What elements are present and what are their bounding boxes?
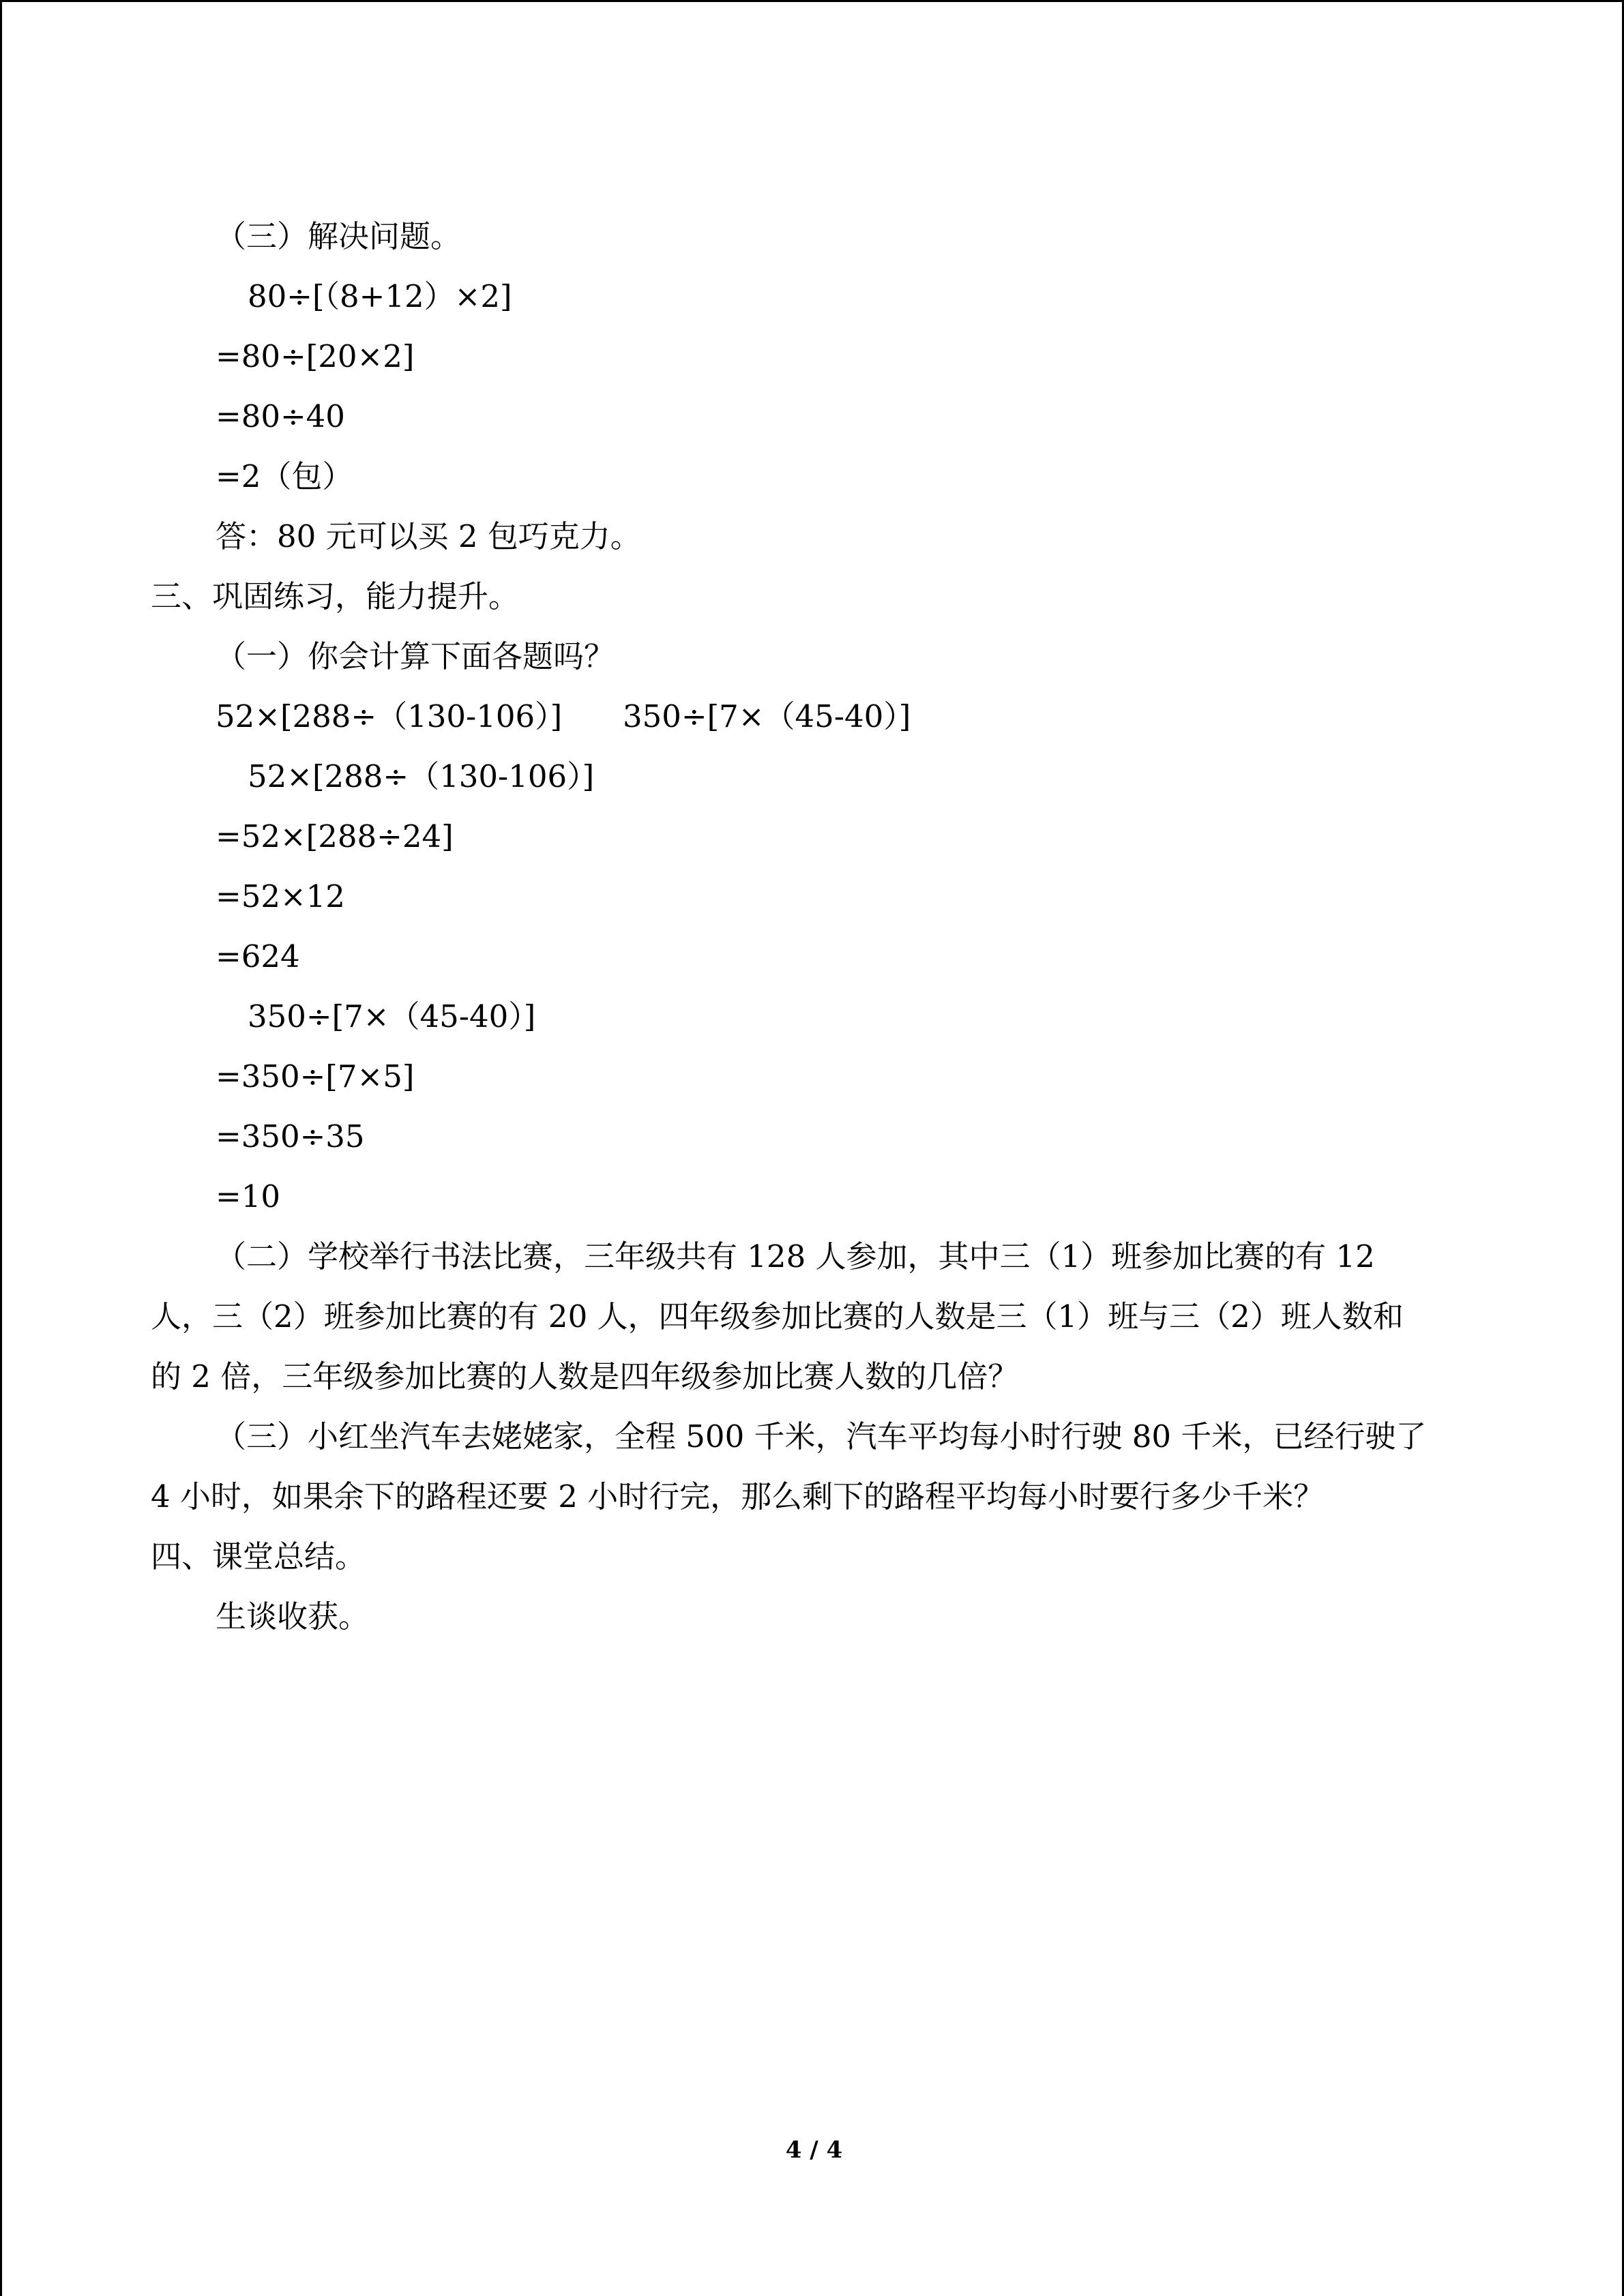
subsection-heading-calculate: （一）你会计算下面各题吗？ (216, 638, 615, 674)
math-step: =80÷[20×2] (216, 338, 415, 374)
word-problem-text: （二）学校举行书法比赛，三年级共有 128 人参加，其中三（1）班参加比赛的有 12 (216, 1238, 1375, 1274)
math-expression: 350÷[7×（45-40）] (248, 998, 536, 1034)
section-heading-summary: 四、课堂总结。 (151, 1538, 366, 1575)
math-step: =10 (216, 1178, 280, 1214)
section-heading-solve-problem: （三）解决问题。 (216, 218, 462, 254)
math-step: =350÷35 (216, 1118, 365, 1154)
word-problem-text: 的 2 倍，三年级参加比赛的人数是四年级参加比赛人数的几倍？ (151, 1358, 1019, 1395)
math-step: =624 (216, 938, 300, 974)
math-step: =52×[288÷24] (216, 818, 454, 854)
word-problem-text: 4 小时，如果余下的路程还要 2 小时行完，那么剩下的路程平均每小时要行多少千米？ (151, 1478, 1325, 1515)
math-expression: 52×[288÷（130-106）] (248, 758, 595, 794)
word-problem-text: （三）小红坐汽车去姥姥家，全程 500 千米，汽车平均每小时行驶 80 千米，已经行驶了 (216, 1418, 1427, 1455)
math-step: =2（包） (216, 458, 353, 494)
section-heading-practice: 三、巩固练习，能力提升。 (151, 578, 520, 614)
answer-text: 答：80 元可以买 2 包巧克力。 (216, 518, 641, 554)
math-step: =52×12 (216, 878, 345, 914)
math-problem-1: 52×[288÷（130-106）] (216, 698, 563, 734)
word-problem-text: 人，三（2）班参加比赛的有 20 人，四年级参加比赛的人数是三（1）班与三（2）班人数和 (151, 1298, 1404, 1335)
math-step: =350÷[7×5] (216, 1058, 415, 1094)
math-problem-2: 350÷[7×（45-40）] (623, 698, 911, 734)
summary-text: 生谈收获。 (216, 1598, 370, 1635)
math-expression: 80÷[（8+12）×2] (248, 278, 512, 314)
math-step: =80÷40 (216, 398, 345, 434)
page-number: 4 / 4 (785, 2136, 843, 2164)
